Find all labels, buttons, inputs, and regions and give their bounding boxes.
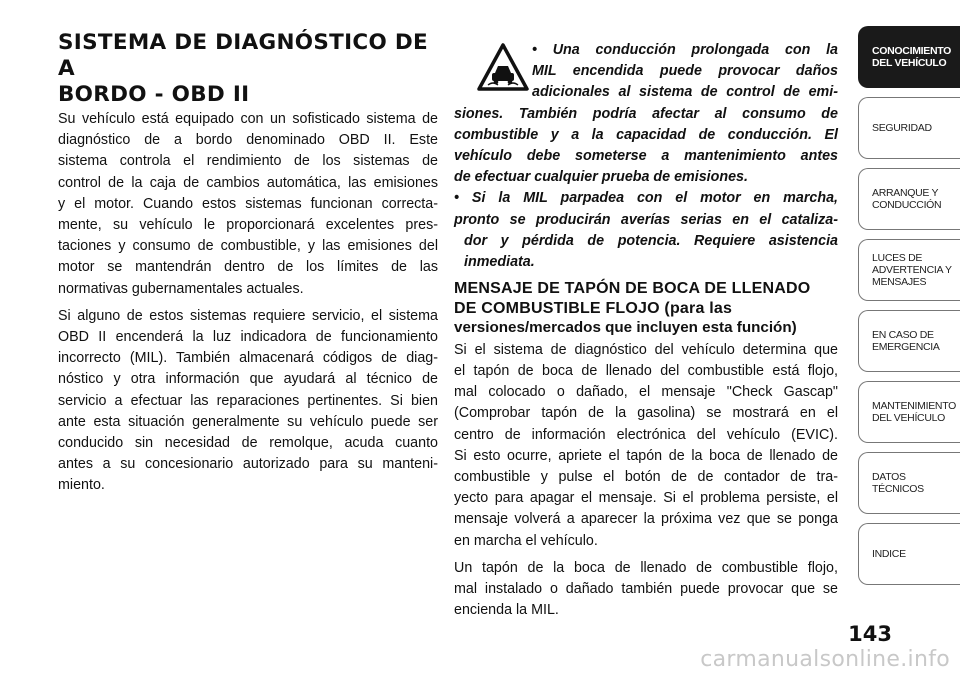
- text-line: Si esto ocurre, apriete el tapón de la boca de llenado de: [454, 447, 838, 464]
- tab-datos-tecnicos[interactable]: [858, 452, 960, 514]
- warning-box: [454, 40, 838, 273]
- text-line: miento.: [58, 477, 105, 494]
- text-line: conducido sin necesidad de remolque, acuda cuanto: [58, 435, 438, 452]
- obd-service-paragraph: [58, 306, 438, 497]
- text-line: mensaje volverá a aparecer la próxima vez que se ponga: [454, 511, 838, 528]
- page-number: 143: [848, 622, 892, 646]
- tab-luces-de-advertencia[interactable]: [858, 239, 960, 301]
- warning-line: • Una conducción prolongada con la: [532, 42, 838, 58]
- text-line: en marcha el vehículo.: [454, 532, 598, 549]
- right-column: [454, 40, 838, 627]
- text-line: Un tapón de la boca de llenado de combustible flojo,: [454, 559, 838, 576]
- text-line: Si el sistema de diagnóstico del vehículo determina que: [454, 341, 838, 358]
- text-line: mal instalado o dañado también puede provocar que se: [454, 580, 838, 597]
- text-line: control de la caja de cambios automática, las emisiones: [58, 174, 438, 191]
- text-line: ante esta situación generalmente su vehículo puede ser: [58, 413, 438, 430]
- text-line: centro de información electrónica del vehículo (EVIC).: [454, 426, 838, 443]
- warning-line: MIL encendida puede provocar daños: [532, 63, 838, 80]
- warning-line: vehículo debe someterse a mantenimiento antes: [454, 148, 838, 165]
- text-line: sistema controla el rendimiento de los sistemas de: [58, 153, 438, 170]
- subsection-heading: [454, 279, 838, 338]
- text-line: y el motor. Cuando estos sistemas funcionan correcta-: [58, 195, 438, 212]
- text-line: (Comprobar tapón de la gasolina) se mostrará en el: [454, 405, 838, 422]
- text-line: antes a su concesionario autorizado para su manteni-: [58, 456, 438, 473]
- tab-label: EN CASO DE EMERGENCIA: [872, 329, 940, 353]
- warning-line: adicionales al sistema de control de emi-: [532, 84, 838, 101]
- subsection-heading-line: DE COMBUSTIBLE FLOJO (para las: [454, 299, 733, 317]
- warning-line: inmediata.: [464, 254, 535, 271]
- text-line: yecto para apagar el mensaje. Si el problema persiste, el: [454, 490, 838, 507]
- warning-line: pronto se producirán averías serias en el cataliza-: [454, 211, 838, 228]
- gascap-paragraph: [454, 340, 838, 552]
- tab-conocimiento-del-vehiculo[interactable]: [858, 26, 960, 88]
- text-line: incorrecto (MIL). También almacenará códigos de diag-: [58, 350, 438, 367]
- text-line: Si alguno de estos sistemas requiere servicio, el sistema: [58, 307, 438, 324]
- text-line: servicio a efectuar las reparaciones pertinentes. Si bien: [58, 392, 438, 409]
- gascap-mil-paragraph: [454, 558, 838, 622]
- tab-arranque-y-conduccion[interactable]: [858, 168, 960, 230]
- text-line: normativas gubernamentales actuales.: [58, 280, 304, 297]
- warning-line: • Si la MIL parpadea con el motor en marcha,: [454, 190, 838, 207]
- text-line: nóstico y otra información que ayudará al técnico de: [58, 371, 438, 388]
- text-line: mente, su vehículo le proporcionará excelentes pres-: [58, 217, 438, 234]
- tab-mantenimiento[interactable]: [858, 381, 960, 443]
- tab-label: ARRANQUE Y CONDUCCIÓN: [872, 187, 942, 211]
- subsection-heading-line: versiones/mercados que incluyen esta función): [454, 319, 797, 337]
- text-line: el tapón de boca de llenado del combustible está flojo,: [454, 362, 838, 379]
- tab-label: SEGURIDAD: [872, 122, 932, 134]
- warning-line: dor y pérdida de potencia. Requiere asistencia: [464, 232, 838, 249]
- tab-label: DATOS TÉCNICOS: [872, 471, 924, 495]
- text-line: diagnóstico de a bordo denominado OBD II. Este: [58, 132, 438, 149]
- tab-seguridad[interactable]: [858, 97, 960, 159]
- text-line: mal colocado o dañado, el mensaje "Check Gascap": [454, 384, 838, 401]
- text-line: OBD II encenderá la luz indicadora de funcionamiento: [58, 329, 438, 346]
- chapter-tabs: [858, 26, 960, 594]
- watermark: carmanualsonline.info: [700, 647, 950, 672]
- text-line: encienda la MIL.: [454, 602, 559, 619]
- tab-indice[interactable]: [858, 523, 960, 585]
- tab-label: INDICE: [872, 548, 906, 560]
- tab-en-caso-de-emergencia[interactable]: [858, 310, 960, 372]
- warning-line: siones. También podría afectar al consumo de: [454, 105, 838, 122]
- text-line: combustible y pulse el botón de de contador de tra-: [454, 468, 838, 485]
- subsection-heading-line: MENSAJE DE TAPÓN DE BOCA DE LLENADO: [454, 280, 811, 298]
- text-line: taciones y consumo de combustible, y las emisiones del: [58, 238, 438, 255]
- car-warning-triangle-icon: [476, 42, 530, 92]
- section-title-line: SISTEMA DE DIAGNÓSTICO DE A: [58, 30, 428, 81]
- text-line: Su vehículo está equipado con un sofisticado sistema de: [58, 111, 438, 127]
- section-title-line: BORDO - OBD II: [58, 82, 250, 107]
- tab-label: CONOCIMIENTO DEL VEHÍCULO: [872, 45, 952, 69]
- left-column: [58, 30, 438, 503]
- section-title: [58, 30, 438, 108]
- obd-intro-paragraph: [58, 109, 438, 300]
- warning-line: de efectuar cualquier prueba de emisiones.: [454, 169, 748, 186]
- text-line: motor se mantendrán dentro de los límites de las: [58, 259, 438, 276]
- tab-label: LUCES DE ADVERTENCIA Y MENSAJES: [872, 252, 952, 288]
- tab-label: MANTENIMIENTO DEL VEHÍCULO: [872, 400, 956, 424]
- warning-line: combustible y a la capacidad de conducción. El: [454, 126, 838, 143]
